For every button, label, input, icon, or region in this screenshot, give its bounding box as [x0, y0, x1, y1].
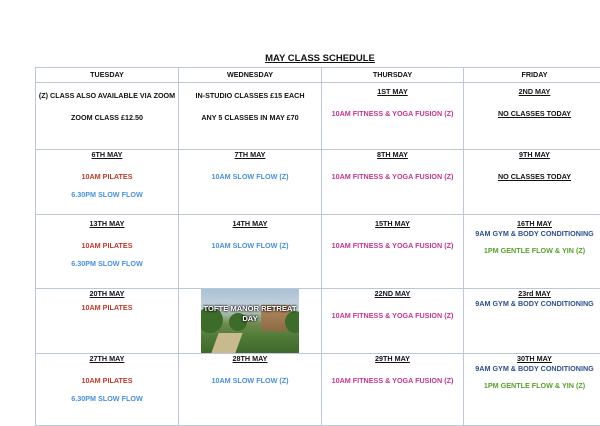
cell-wednesday	[179, 289, 322, 354]
date-label: 8TH MAY	[322, 150, 463, 160]
date-label: 30TH MAY	[464, 354, 600, 364]
cell-thursday	[322, 289, 464, 354]
cell-thursday	[322, 150, 464, 215]
studio-price: IN-STUDIO CLASSES £15 EACH	[179, 91, 321, 101]
date-label: 7TH MAY	[179, 150, 321, 160]
zoom-price: ZOOM CLASS £12.50	[36, 113, 178, 123]
date-label: 23rd MAY	[464, 289, 600, 299]
class-pilates: 10AM PILATES	[36, 303, 178, 313]
class-gentle-flow-yin: 1PM GENTLE FLOW & YIN (Z)	[464, 381, 600, 391]
class-fusion: 10AM FITNESS & YOGA FUSION (Z)	[322, 109, 463, 119]
tofte-manor-photo	[201, 289, 299, 353]
date-label: 16TH MAY	[464, 219, 600, 229]
cell-friday	[464, 215, 600, 289]
cell-thursday	[322, 215, 464, 289]
class-slow-flow: 6.30PM SLOW FLOW	[36, 190, 178, 200]
cell-friday	[464, 354, 600, 426]
date-label: 2ND MAY	[464, 87, 600, 97]
retreat-day-caption: TOFTE MANOR RETREAT DAY	[201, 304, 299, 324]
class-gym: 9AM GYM & BODY CONDITIONING	[464, 299, 600, 309]
week-row	[36, 215, 600, 289]
class-fusion: 10AM FITNESS & YOGA FUSION (Z)	[322, 311, 463, 321]
cell-wednesday	[179, 354, 322, 426]
date-label: 27TH MAY	[36, 354, 178, 364]
class-pilates: 10AM PILATES	[36, 241, 178, 251]
cell-wednesday	[179, 215, 322, 289]
cell-tuesday	[36, 215, 179, 289]
page-title: MAY CLASS SCHEDULE	[0, 53, 600, 64]
class-gentle-flow-yin: 1PM GENTLE FLOW & YIN (Z)	[464, 246, 600, 256]
week-row	[36, 289, 600, 354]
class-pilates: 10AM PILATES	[36, 172, 178, 182]
date-label: 14TH MAY	[179, 219, 321, 229]
date-label: 22ND MAY	[322, 289, 463, 299]
no-classes-note: NO CLASSES TODAY	[464, 109, 600, 119]
date-label: 28TH MAY	[179, 354, 321, 364]
class-fusion: 10AM FITNESS & YOGA FUSION (Z)	[322, 376, 463, 386]
class-slow-flow-zoom: 10AM SLOW FLOW (Z)	[179, 376, 321, 386]
cell-wednesday	[179, 83, 322, 150]
cell-friday	[464, 289, 600, 354]
cell-thursday	[322, 354, 464, 426]
date-label: 13TH MAY	[36, 219, 178, 229]
header-wednesday: WEDNESDAY	[179, 68, 322, 83]
schedule-table	[35, 67, 600, 426]
class-gym: 9AM GYM & BODY CONDITIONING	[464, 229, 600, 239]
class-gym: 9AM GYM & BODY CONDITIONING	[464, 364, 600, 374]
cell-tuesday	[36, 289, 179, 354]
date-label: 1ST MAY	[322, 87, 463, 97]
header-friday: FRIDAY	[464, 68, 600, 83]
header-row	[36, 68, 600, 83]
bundle-price: ANY 5 CLASSES IN MAY £70	[179, 113, 321, 123]
cell-friday	[464, 150, 600, 215]
cell-tuesday	[36, 83, 179, 150]
week-row	[36, 354, 600, 426]
class-slow-flow-zoom: 10AM SLOW FLOW (Z)	[179, 172, 321, 182]
week-row	[36, 150, 600, 215]
date-label: 29TH MAY	[322, 354, 463, 364]
date-label: 6TH MAY	[36, 150, 178, 160]
class-fusion: 10AM FITNESS & YOGA FUSION (Z)	[322, 172, 463, 182]
class-slow-flow: 6.30PM SLOW FLOW	[36, 394, 178, 404]
date-label: 15TH MAY	[322, 219, 463, 229]
cell-tuesday	[36, 150, 179, 215]
no-classes-note: NO CLASSES TODAY	[464, 172, 600, 182]
cell-thursday	[322, 83, 464, 150]
cell-friday	[464, 83, 600, 150]
date-label: 20TH MAY	[36, 289, 178, 299]
class-slow-flow: 6.30PM SLOW FLOW	[36, 259, 178, 269]
cell-wednesday	[179, 150, 322, 215]
class-fusion: 10AM FITNESS & YOGA FUSION (Z)	[322, 241, 463, 251]
week-row	[36, 83, 600, 150]
header-thursday: THURSDAY	[322, 68, 464, 83]
class-slow-flow-zoom: 10AM SLOW FLOW (Z)	[179, 241, 321, 251]
header-tuesday: TUESDAY	[36, 68, 179, 83]
cell-tuesday	[36, 354, 179, 426]
date-label: 9TH MAY	[464, 150, 600, 160]
zoom-note: (Z) CLASS ALSO AVAILABLE VIA ZOOM	[36, 91, 178, 101]
class-pilates: 10AM PILATES	[36, 376, 178, 386]
